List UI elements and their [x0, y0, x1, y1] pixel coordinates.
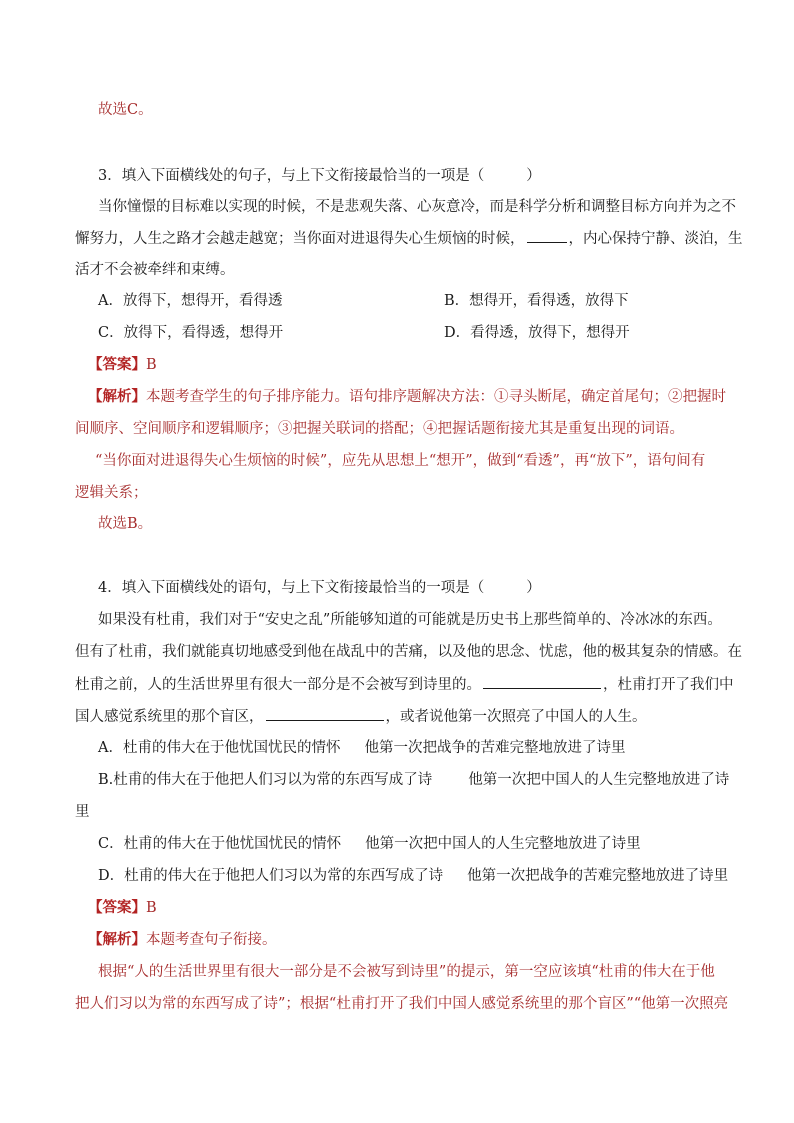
q3-stem: 3．填入下面横线处的句子，与上下文衔接最恰当的一项是（ ） — [98, 168, 541, 184]
q4-passage-line-3: 杜甫之前，人的生活世界里有很大一部分是不会被写到诗里的。 ，杜甫打开了我们中 — [75, 674, 734, 695]
q4-analysis-line-2: 根据“人的生活世界里有很大一部分是不会被写到诗里”的提示，第一空应该填“杜甫的伟大在于他 — [98, 964, 715, 980]
q3-analysis-line-1: 【解析】本题考查学生的句子排序能力。语句排序题解决方法：①寻头断尾，确定首尾句；②把握时 — [88, 388, 726, 405]
q3-options-row-2 — [98, 323, 698, 343]
q4-passage-line-1: 如果没有杜甫，我们对于“安史之乱”所能够知道的可能就是历史书上那些简单的、冷冰冰的东西。 — [98, 612, 722, 628]
q4-stem: 4．填入下面横线处的语句，与上下文衔接最恰当的一项是（ ） — [98, 580, 541, 596]
q3-analysis-line-4: 逻辑关系； — [75, 485, 148, 501]
q4-analysis-line-1: 【解析】本题考查句子衔接。 — [88, 931, 277, 948]
q3-passage-line-2: 懈努力，人生之路才会越走越宽；当你面对进退得失心生烦恼的时候， ，内心保持宁静、淡泊，生 — [75, 228, 743, 249]
q3-options-row-1 — [98, 291, 698, 311]
q4-passage-line-2: 但有了杜甫，我们就能真切地感受到他在战乱中的苦痛，以及他的思念、忧虑，他的极其复杂的情感。在 — [75, 644, 742, 660]
q3-option-c: C．放得下，看得透，想得开 — [98, 325, 284, 341]
q3-option-d: D．看得透，放得下，想得开 — [444, 325, 630, 341]
q4-option-b: B.杜甫的伟大在于他把人们习以为常的东西写成了诗 他第一次把中国人的人生完整地放进了诗 — [98, 772, 730, 788]
q3-passage-line-3: 活才不会被牵绊和束缚。 — [75, 262, 235, 278]
q4-option-c: C．杜甫的伟大在于他忧国忧民的情怀 他第一次把中国人的人生完整地放进了诗里 — [98, 836, 641, 852]
q4-analysis-line-3: 把人们习以为常的东西写成了诗”；根据“杜甫打开了我们中国人感觉系统里的那个盲区”“他第一次照亮 — [75, 996, 729, 1012]
q3-analysis-line-3: “当你面对进退得失心生烦恼的时候”，应先从思想上“想开”，做到“看透”，再“放下”，语句间有 — [95, 453, 706, 469]
q4-answer-blank-2 — [266, 706, 384, 721]
q4-passage-line-4: 国人感觉系统里的那个盲区， ，或者说他第一次照亮了中国人的人生。 — [75, 706, 647, 727]
q3-analysis-line-2: 间顺序、空间顺序和逻辑顺序；③把握关联词的搭配；④把握话题衔接尤其是重复出现的词语。 — [75, 421, 684, 437]
q2-conclusion: 故选C。 — [98, 102, 153, 118]
q3-passage-line-1: 当你憧憬的目标难以实现的时候，不是悲观失落、心灰意冷，而是科学分析和调整目标方向并为之不 — [98, 199, 736, 215]
q4-option-d: D．杜甫的伟大在于他把人们习以为常的东西写成了诗 他第一次把战争的苦难完整地放进了诗里 — [98, 868, 729, 884]
q3-answer: 【答案】B — [88, 356, 157, 373]
q3-conclusion: 故选B。 — [98, 516, 153, 532]
q3-option-a: A．放得下，想得开，看得透 — [98, 293, 283, 309]
q4-answer-blank-1 — [483, 674, 601, 689]
q4-option-a: A．杜甫的伟大在于他忧国忧民的情怀 他第一次把战争的苦难完整地放进了诗里 — [98, 740, 626, 756]
q3-option-b: B．想得开，看得透，放得下 — [444, 293, 629, 309]
q4-option-b-continued: 里 — [75, 804, 90, 820]
q3-answer-blank — [527, 228, 567, 243]
q4-answer: 【答案】B — [88, 899, 157, 916]
